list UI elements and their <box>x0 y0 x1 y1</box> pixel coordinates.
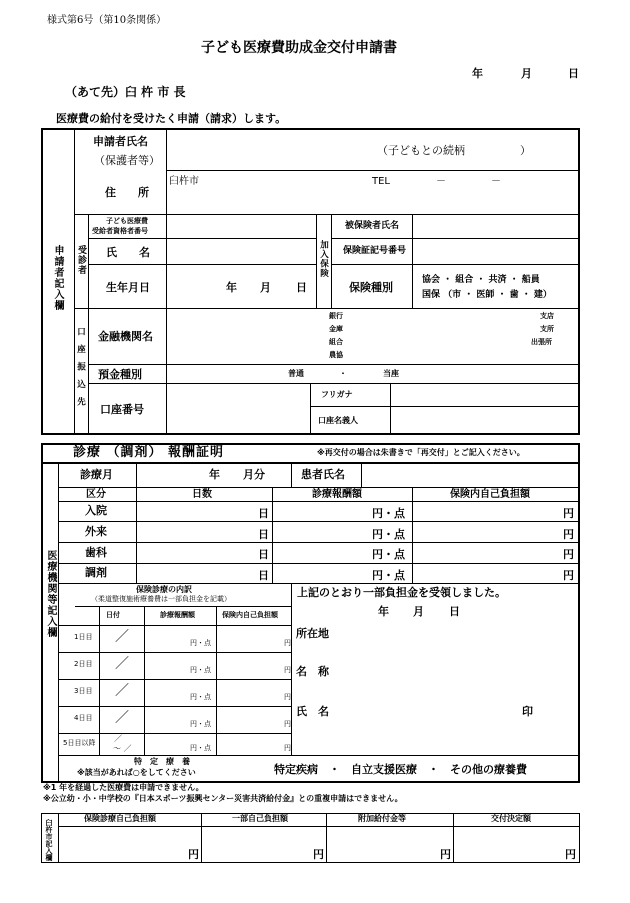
city-unit-1: 円 <box>313 848 324 861</box>
insurance-type-line-2[interactable]: 国保 （市 ・ 医師 ・ 歯 ・ 建） <box>422 290 552 300</box>
bd-self-unit: 円 <box>284 693 291 701</box>
bd-self-unit: 円 <box>284 744 291 752</box>
branch-type-2: 出張所 <box>531 338 552 346</box>
insurance-type-label: 保険種別 <box>349 281 393 294</box>
certificate-title: 診療 （調剤） 報酬証明 <box>73 445 225 460</box>
insurance-no-label: 保険証記号番号 <box>343 246 407 256</box>
intro-text: 医療費の給付を受けたく申請（請求）します。 <box>56 112 287 125</box>
row-self-unit: 円 <box>563 528 574 541</box>
insured-name-field[interactable] <box>414 216 578 237</box>
bd-date-slash: ／ <box>115 710 129 726</box>
location-label: 所在地 <box>296 627 329 640</box>
branch-type-1: 支所 <box>540 325 554 333</box>
guardian-label: （保護者等） <box>94 154 160 167</box>
birth-year: 年 <box>226 281 237 294</box>
city-unit-2: 円 <box>440 848 451 861</box>
tel-dash-2: － <box>491 176 501 187</box>
bd-row-label: 3日目 <box>74 687 93 695</box>
row-fee-unit: 円・点 <box>372 569 405 582</box>
bank-type-1: 金庫 <box>329 325 343 333</box>
special-note: ※該当があれば○をしてください <box>77 768 196 777</box>
special-title: 特 定 療 養 <box>134 757 190 766</box>
bd-date-slash: ／ <box>115 629 129 645</box>
row-label-inpatient: 入院 <box>85 504 107 517</box>
insurance-side-label: 加入保険 <box>318 240 329 278</box>
bd-fee-unit: 円・点 <box>190 666 211 674</box>
row-label-pharmacy: 調剤 <box>85 566 107 579</box>
row-self-unit: 円 <box>563 548 574 561</box>
furigana-field[interactable] <box>392 385 578 405</box>
bd-date-slash: ／ <box>114 734 122 743</box>
row-fee-unit: 円・点 <box>372 507 405 520</box>
patient-name-cert-field[interactable] <box>363 465 578 486</box>
city-unit-0: 円 <box>188 848 199 861</box>
bank-type-2: 組合 <box>329 338 343 346</box>
bd-date-slash: ／ <box>115 683 129 699</box>
col-category: 区分 <box>86 489 106 500</box>
bd-row-label: 5日目以降 <box>63 739 96 747</box>
row-self-unit: 円 <box>563 507 574 520</box>
certificate-side-label: 医療機関等記入欄 <box>45 550 56 638</box>
insured-name-label: 被保険者氏名 <box>345 221 400 231</box>
account-no-field[interactable] <box>168 385 308 432</box>
address-label: 住 所 <box>105 186 149 199</box>
bd-self-unit: 円 <box>284 666 291 674</box>
bd-fee-unit: 円・点 <box>190 744 211 752</box>
holder-field[interactable] <box>392 408 578 432</box>
bd-fee-unit: 円・点 <box>190 693 211 701</box>
date-year: 年 <box>472 67 483 80</box>
month-unit: 月分 <box>243 468 265 481</box>
bd-date-range: ～ ／ <box>113 744 132 753</box>
bd-col-self: 保険内自己負担額 <box>222 611 278 619</box>
col-days: 日数 <box>192 489 212 500</box>
doctor-label: 氏 名 <box>296 705 329 718</box>
bank-type-0: 銀行 <box>329 312 343 320</box>
breakdown-sub: （柔道整復施術療養費は一部負担金を記載） <box>91 595 231 603</box>
bd-row-label: 2日目 <box>74 660 93 668</box>
date-month: 月 <box>521 67 532 80</box>
applicant-name-label: 申請者氏名 <box>93 135 148 148</box>
birth-day: 日 <box>296 281 307 294</box>
col-fee: 診療報酬額 <box>312 489 362 500</box>
bd-date-slash: ／ <box>115 656 129 672</box>
form-title: 子ども医療費助成金交付申請書 <box>201 40 397 56</box>
applicant-side-label: 申請者記入欄 <box>52 245 63 311</box>
patient-name-label: 氏 名 <box>106 246 150 259</box>
cert-no-label-2: 受給者資格者番号 <box>92 227 148 235</box>
branch-type-0: 支店 <box>540 312 554 320</box>
deposit-label: 預金種別 <box>98 368 142 381</box>
city-col-0: 保険診療自己負担額 <box>84 814 156 823</box>
cert-no-label-1: 子ども医療費 <box>106 217 148 225</box>
row-days-unit: 日 <box>258 569 269 582</box>
col-self: 保険内自己負担額 <box>450 489 530 500</box>
form-number: 様式第6号（第10条関係） <box>47 15 167 26</box>
bd-self-unit: 円 <box>284 639 291 647</box>
addressee: （あて先）臼 杵 市 長 <box>65 85 186 99</box>
birth-month: 月 <box>260 281 271 294</box>
deposit-dot: ・ <box>339 369 347 378</box>
account-no-label: 口座番号 <box>100 403 144 416</box>
row-label-dental: 歯科 <box>85 546 107 559</box>
note-1: ※1 年を経過した医療費は申請できません。 <box>43 783 204 792</box>
account-side-label: 口座振込先 <box>75 327 86 415</box>
receipt-day: 日 <box>449 605 460 618</box>
deposit-current[interactable]: 当座 <box>383 369 399 378</box>
date-day: 日 <box>568 67 579 80</box>
city-unit-3: 円 <box>565 848 576 861</box>
row-self-unit: 円 <box>563 569 574 582</box>
relation-label: （子どもとの続柄 ） <box>377 144 531 157</box>
patient-side-label: 受診者 <box>76 245 86 275</box>
bd-fee-unit: 円・点 <box>190 639 211 647</box>
cert-no-field[interactable] <box>168 216 314 237</box>
bd-self-unit: 円 <box>284 720 291 728</box>
breakdown-title: 保険診療の内訳 <box>136 585 192 594</box>
city-col-2: 附加給付金等 <box>358 814 406 823</box>
receipt-text: 上記のとおり一部負担金を受領しました。 <box>297 586 506 599</box>
row-days-unit: 日 <box>258 528 269 541</box>
receipt-year: 年 <box>378 605 389 618</box>
furigana-label: フリガナ <box>321 390 353 399</box>
birth-label: 生年月日 <box>106 281 150 294</box>
tel-dash-1: － <box>436 176 446 187</box>
insurance-type-line-1[interactable]: 協会 ・ 組合 ・ 共済 ・ 船員 <box>422 275 540 285</box>
certificate-note: ※再交付の場合は朱書きで「再交付」とご記入ください。 <box>317 448 525 457</box>
patient-name-cert-label: 患者氏名 <box>301 468 345 481</box>
bd-row-label: 1日目 <box>74 633 93 641</box>
bd-col-fee: 診療報酬額 <box>160 611 195 619</box>
tel-label: TEL <box>372 176 390 187</box>
receipt-month: 月 <box>413 605 424 618</box>
row-fee-unit: 円・点 <box>372 528 405 541</box>
bd-row-label: 4日目 <box>74 714 93 722</box>
row-days-unit: 日 <box>258 507 269 520</box>
note-2: ※公立幼・小・中学校の『日本スポーツ振興センター災害共済給付金』との重複申請はできません。 <box>43 794 403 803</box>
holder-label: 口座名義人 <box>318 416 358 425</box>
row-days-unit: 日 <box>258 548 269 561</box>
address-city: 臼杵市 <box>169 176 199 187</box>
deposit-normal[interactable]: 普通 <box>288 369 304 378</box>
city-col-3: 交付決定額 <box>491 814 531 823</box>
insurance-no-field[interactable] <box>414 240 578 263</box>
bank-label: 金融機関名 <box>98 330 153 343</box>
month-year: 年 <box>209 468 220 481</box>
month-label: 診療月 <box>80 468 113 481</box>
row-label-outpatient: 外来 <box>85 525 107 538</box>
special-options[interactable]: 特定疾病 ・ 自立支援医療 ・ その他の療養費 <box>274 763 527 776</box>
receipt-signature-area[interactable] <box>293 620 578 753</box>
city-side-label: 臼杵市記入欄 <box>45 819 53 861</box>
bd-col-date: 日付 <box>106 611 120 619</box>
city-col-1: 一部自己負担額 <box>232 814 288 823</box>
seal-label: 印 <box>522 705 533 718</box>
bd-fee-unit: 円・点 <box>190 720 211 728</box>
patient-name-field[interactable] <box>168 240 314 263</box>
org-name-label: 名 称 <box>296 665 329 678</box>
row-fee-unit: 円・点 <box>372 548 405 561</box>
bank-field[interactable] <box>168 310 578 363</box>
bank-type-3: 農協 <box>329 351 343 359</box>
